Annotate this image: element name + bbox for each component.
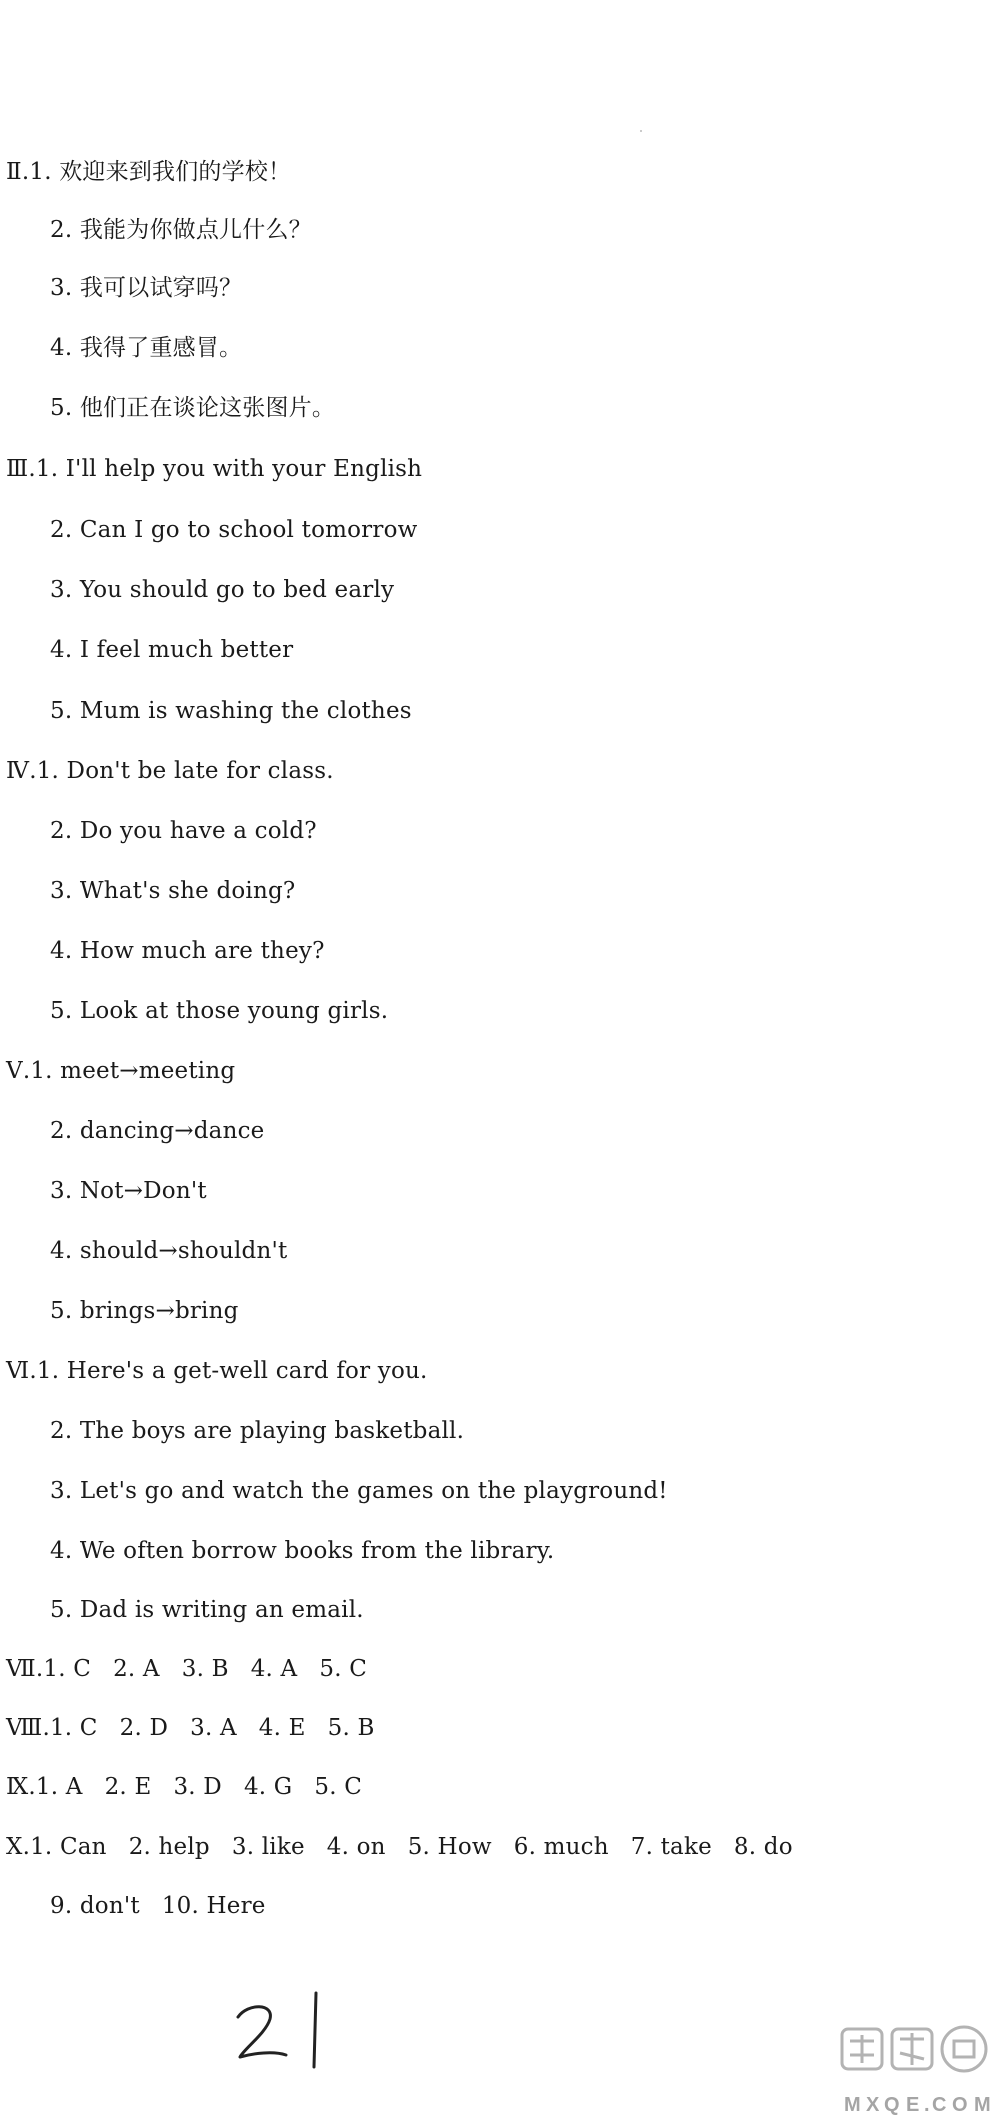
handwritten-page-number — [230, 1985, 340, 2075]
svg-text:X: X — [866, 2094, 880, 2116]
section-5-item-1: Ⅴ.1. meet→meeting — [6, 1058, 236, 1084]
watermark-logo — [830, 2015, 1000, 2125]
section-9-answers: Ⅸ.1. A 2. E 3. D 4. G 5. C — [6, 1774, 363, 1800]
section-6-item-2: 2. The boys are playing basketball. — [50, 1418, 465, 1444]
section-4-item-1: Ⅳ.1. Don't be late for class. — [6, 758, 334, 784]
section-5-item-2: 2. dancing→dance — [50, 1118, 265, 1144]
section-2-item-4: 4. 我得了重感冒。 — [50, 335, 243, 361]
section-2-item-5: 5. 他们正在谈论这张图片。 — [50, 395, 336, 421]
section-3-item-2: 2. Can I go to school tomorrow — [50, 517, 418, 543]
section-4-item-2: 2. Do you have a cold? — [50, 818, 317, 844]
section-4-item-3: 3. What's she doing? — [50, 878, 296, 904]
section-2-item-2: 2. 我能为你做点儿什么？ — [50, 217, 312, 243]
section-4-item-5: 5. Look at those young girls. — [50, 998, 389, 1024]
section-10-answers-line-1: Ⅹ.1. Can 2. help 3. like 4. on 5. How 6. much 7. take 8. do — [6, 1834, 793, 1860]
section-7-answers: Ⅶ.1. C 2. A 3. B 4. A 5. C — [6, 1656, 368, 1682]
section-6-item-1: Ⅵ.1. Here's a get-well card for you. — [6, 1358, 428, 1384]
section-2-item-3: 3. 我可以试穿吗？ — [50, 275, 243, 301]
section-8-answers: Ⅷ.1. C 2. D 3. A 4. E 5. B — [6, 1715, 375, 1741]
svg-text:M: M — [974, 2094, 991, 2116]
section-6-item-4: 4. We often borrow books from the library. — [50, 1538, 555, 1564]
svg-text:.: . — [924, 2094, 930, 2116]
section-5-item-3: 3. Not→Don't — [50, 1178, 207, 1204]
section-4-item-4: 4. How much are they? — [50, 938, 325, 964]
section-5-item-4: 4. should→shouldn't — [50, 1238, 288, 1264]
section-10-answers-line-2: 9. don't 10. Here — [50, 1893, 266, 1919]
section-2-item-1: Ⅱ.1. 欢迎来到我们的学校！ — [6, 159, 292, 185]
svg-text:M: M — [844, 2094, 861, 2116]
svg-text:O: O — [952, 2094, 968, 2116]
section-6-item-3: 3. Let's go and watch the games on the playground! — [50, 1478, 668, 1504]
section-3-item-5: 5. Mum is washing the clothes — [50, 698, 412, 724]
svg-text:Q: Q — [884, 2094, 900, 2116]
section-5-item-5: 5. brings→bring — [50, 1298, 239, 1324]
svg-text:C: C — [932, 2094, 947, 2116]
section-3-item-3: 3. You should go to bed early — [50, 577, 395, 603]
svg-text:E: E — [906, 2094, 920, 2116]
section-3-item-1: Ⅲ.1. I'll help you with your English — [6, 456, 423, 482]
section-3-item-4: 4. I feel much better — [50, 637, 294, 663]
section-6-item-5: 5. Dad is writing an email. — [50, 1597, 364, 1623]
speck — [640, 130, 642, 132]
